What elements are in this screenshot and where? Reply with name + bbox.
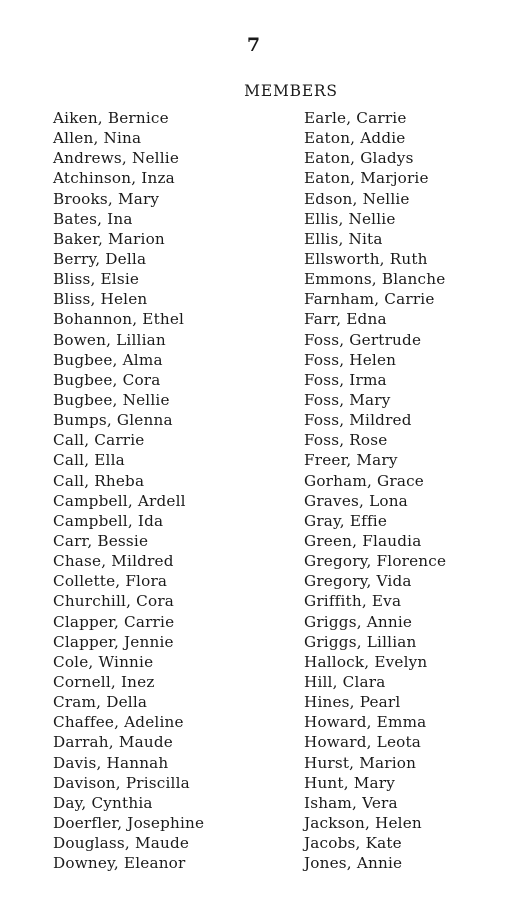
member-name: Foss, Mary (304, 390, 391, 409)
member-name: Hines, Pearl (304, 693, 401, 712)
section-heading: MEMBERS (244, 82, 338, 100)
member-name: Bugbee, Alma (53, 350, 163, 369)
member-name: Brooks, Mary (53, 189, 160, 208)
member-name: Douglass, Maude (53, 834, 190, 853)
member-name: Cram, Della (53, 693, 148, 712)
member-name: Gray, Effie (304, 511, 388, 530)
member-name: Eaton, Marjorie (304, 169, 429, 188)
member-name: Eaton, Gladys (304, 149, 414, 168)
member-name: Clapper, Jennie (53, 632, 174, 651)
member-name: Foss, Gertrude (304, 330, 422, 349)
member-name: Freer, Mary (304, 451, 398, 470)
member-name: Downey, Eleanor (53, 854, 186, 873)
member-name: Jacobs, Kate (304, 834, 402, 853)
member-name: Carr, Bessie (53, 531, 149, 550)
member-name: Griggs, Annie (304, 612, 413, 631)
member-name: Ellis, Nita (304, 229, 383, 248)
member-name: Edson, Nellie (304, 189, 410, 208)
member-name: Darrah, Maude (53, 733, 173, 752)
member-name: Howard, Emma (304, 713, 427, 732)
member-name: Farr, Edna (304, 310, 387, 329)
member-name: Cole, Winnie (53, 652, 154, 671)
member-name: Graves, Lona (304, 491, 408, 510)
member-name: Foss, Rose (304, 431, 388, 450)
member-name: Eaton, Addie (304, 129, 406, 148)
page-number: 7 (246, 34, 261, 56)
member-name: Gorham, Grace (304, 471, 424, 490)
member-name: Griggs, Lillian (304, 632, 417, 651)
member-name: Foss, Helen (304, 350, 397, 369)
member-name: Bates, Ina (53, 209, 133, 228)
member-name: Churchill, Cora (53, 592, 175, 611)
member-name: Bugbee, Cora (53, 370, 161, 389)
member-name: Bliss, Helen (53, 290, 148, 309)
member-name: Farnham, Carrie (304, 290, 435, 309)
member-name: Collette, Flora (53, 572, 168, 591)
member-name: Foss, Mildred (304, 411, 412, 430)
member-name: Doerfler, Josephine (53, 813, 205, 832)
member-name: Call, Rheba (53, 471, 145, 490)
member-name: Foss, Irma (304, 370, 387, 389)
member-name: Call, Carrie (53, 431, 145, 450)
member-name: Chase, Mildred (53, 552, 174, 571)
member-name: Gregory, Florence (304, 552, 447, 571)
member-name: Howard, Leota (304, 733, 422, 752)
members-list-left (53, 108, 204, 873)
member-name: Isham, Vera (304, 793, 398, 812)
member-name: Allen, Nina (53, 129, 142, 148)
member-name: Atchinson, Inza (53, 169, 175, 188)
member-name: Campbell, Ida (53, 511, 164, 530)
member-name: Gregory, Vida (304, 572, 412, 591)
members-list-right (304, 108, 446, 873)
member-name: Baker, Marion (53, 229, 165, 248)
member-name: Campbell, Ardell (53, 491, 186, 510)
member-name: Call, Ella (53, 451, 125, 470)
member-name: Jackson, Helen (304, 813, 422, 832)
member-name: Bugbee, Nellie (53, 390, 170, 409)
member-name: Hill, Clara (304, 672, 386, 691)
member-name: Hurst, Marion (304, 753, 417, 772)
member-name: Andrews, Nellie (53, 149, 180, 168)
member-name: Ellsworth, Ruth (304, 249, 428, 268)
member-name: Green, Flaudia (304, 531, 422, 550)
member-name: Bohannon, Ethel (53, 310, 185, 329)
member-name: Clapper, Carrie (53, 612, 175, 631)
member-name: Aiken, Bernice (53, 109, 169, 127)
member-name: Earle, Carrie (304, 109, 407, 127)
member-name: Davis, Hannah (53, 753, 169, 772)
member-name: Jones, Annie (304, 854, 403, 873)
member-name: Hunt, Mary (304, 773, 396, 792)
member-name: Bumps, Glenna (53, 411, 173, 430)
member-name: Hallock, Evelyn (304, 652, 428, 671)
member-name: Bliss, Elsie (53, 270, 140, 289)
member-name: Bowen, Lillian (53, 330, 166, 349)
member-name: Cornell, Inez (53, 672, 155, 691)
member-name: Ellis, Nellie (304, 209, 396, 228)
member-name: Berry, Della (53, 249, 147, 268)
member-name: Davison, Priscilla (53, 773, 190, 792)
member-name: Chaffee, Adeline (53, 713, 184, 732)
member-name: Day, Cynthia (53, 793, 153, 812)
member-name: Griffith, Eva (304, 592, 402, 611)
member-name: Emmons, Blanche (304, 270, 446, 289)
